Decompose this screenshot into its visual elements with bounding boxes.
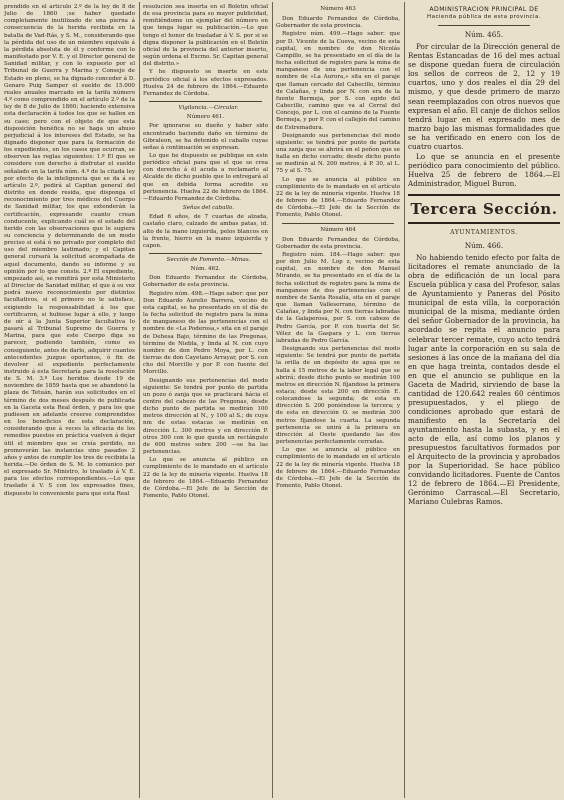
paragraph: Edad 6 años, de 7 cuartas de alzada, castaño claro, calzado de ambas patas, id. alto de la mano izquierda, pelos blancos en la frente, hierro en la mano izquierda y capon.	[143, 214, 268, 249]
paragraph: Lo que se anuncia en el presente periódico para conocimiento del público. Huelva 25 de febrero de 1864.—El Administrador, Miguel Buron.	[408, 151, 560, 188]
administration-header: ADMINISTRACION PRINCIPAL DE	[429, 6, 539, 13]
column-1-paragraph: prendido en el artículo 2.º de la ley de 8 de Julio de 1860 ;se haber quedado completamente inutilizado de una pierna á consecuencia de la herida recibida en la batalla de Vad-Rás, y S. M., considerando que la pérdida del uso de un miembro equivale á la pérdida absoluta de él y conforme con lo manifestado por V. E. y el Director general de Sanidad militar, y con lo expuesto por el Tribunal de Guerra y Marina y Consejo de Estado en pleno, se ha dignado conceder á D. Genaro Puig Samper el sueldo de 15.000 reales anuales marcado en la tarifa número 4.º como comprendido en el artículo 2.º de la ley de 8 de Julio de 1860; haciendo extensiva esta declaración á todos los que se hallen en su caso; pero con el objeto de que esta disposición benéfica no se haga un abuso perjudicial á los intereses del Estado, se ha dignado disponer que para la formación de los expedientes, en los casos que ocurran, se observen las reglas siguientes: 1.º El que se considere con derecho á disfrutar el sueldo señalado en la tarifa núm. 4.º de la citada ley por efecto de la inteligencia que se da á su artículo 2.º, pedirá al Capitan general del distrito en donde resida, que disponga el reconocimiento por tres médicos del Cuerpo de Sanidad militar, los que extenderán la certificación, expresando cuanto crean conducente, explicando cuál es el estado del herido con las observaciones que le sugiera su conciencia y determinando de un modo preciso si está ó no privado por completo del uso del miembro lastimado; y el Capitan general cursará la solicitud acompañada de aquel documento, dando su informe y su opinión por lo que conste. 2.º El expediente, empezado así, se remitirá por esta Ministerio al Director de Sanidad militar, el que á su vez podrá nuevo reconocimiento por distintos facultativos, si el primero no le satisface, exigiendo la responsabilidad á los que certificaron, si hubiese lugar á ello, y luego de oír á la Junta Superior facultativa lo pasará al Tribunal Supremo de Guerra y Marina, para que este Cuerpo diga su parecer, pudiendo también, como es consiguiente, antes de darlo, adquirir cuantos antecedentes juzgue oportunos, ó fin de devolver el expediente perfectamente instruido á esta Secretaría para la resolución de S. M. 3.º Los heridos desde 19 de noviembre de 1859 hasta que se abandonó la plaza de Tetuán, harán sus solicitudes en el término de dos meses después de publicada en la Gaceta esta Real órden, y para los que pudiesen en adelante creerse comprendidos en los beneficios de esta declaración, considerando que á veces la eficacia de los remedios puestos en práctica vuelven á dejar útil el miembro que se creía perdido, no promoverán las instancias sino pasados 2 años y antes de cumplir los tres de recibida la herida.—De órden de S. M. lo comunico por el expresado Sr. Ministro, lo traslado á V. E. para los efectos correspondientes.—Lo que traslado á V. S con los expresados fines, dispuesto lo conveniente para que esta Real	[4, 4, 135, 497]
paragraph: Don Eduardo Fernandez de Córdoba, Gobernador de esta provincia.	[276, 236, 400, 250]
section-title: Tercera Sección.	[408, 194, 560, 224]
column-divider	[404, 2, 405, 798]
paragraph: Lo que se anuncia al público en cumplimiento de lo mandado en el artículo 22 de la ley de minería vigente. Huelva 18 de febrero de 1864.—Eduardo Fernandez de Córdoba.—El Jefe de la Sección de Fomento, Pablo Otonel.	[143, 457, 268, 499]
section-heading: Sección de Fomento.—Minas.	[166, 257, 251, 263]
notice-number: Número 464	[320, 226, 356, 233]
divider	[282, 223, 394, 224]
column-2	[143, 4, 268, 796]
divider	[149, 253, 262, 254]
paragraph: Registro núm. 499.—Hago saber: que por D. Vicente de la Cueva, vecino de esta capital, en nombre de don Nicolás Campillo, se ha presentado en el día de la fecha solicitud de registro para la mina de manganeso de una pertenencia con el nombre de «La Aurora,» sita en el paraje que llaman cercado del Cabecillo, término de Calañas, y linda por N. con era de la fuente Bermeja, por S. con egido del Cabecillo, camino que va al Cerral del Concejo, por L. con el camino de la Fuente Bermeja, y por P. con el callejón del camino de Estremadura.	[276, 31, 400, 131]
paragraph: Don Eduardo Fernandez de Córdoba, Gobernador de esta provincia.	[276, 16, 400, 30]
section-heading: Vigilancia.—Circular.	[178, 105, 239, 112]
column-4	[408, 4, 560, 796]
column-1	[4, 4, 135, 796]
column-divider	[272, 2, 273, 798]
administration-subheader: Hacienda pública de esta provincia.	[427, 13, 541, 20]
paragraph: Designando sus pertenencias del modo siguiente: Se tendrá por punto de partida un pozo ó zanja que se practicará hácia el centro del cabezo de las Pregonas, desde dicho punto de partida se medirán 100 metros dirección al N., y 100 al S.; de cuya nm de estas estacas se medirán en dirección L. 300 metros y en dirección P. otros 300 con lo que queda un rectángulo de 600 metros sobre 200 —se ha las pertenencias.	[143, 377, 268, 456]
paragraph: No habiendo tenido efecto por falta de licitadores el remate anunciado de la obra de edificación de un local para Escuela pública y casa del Profesor, salas de Ayuntamiento y Paneras del Pósito municipal de esta villa, la corporación municipal de la misma, mediante órden del señor Gobernador de la provincia, ha acordado se repita el anuncio para celebrar tercer remate, cuyo acto tendrá lugar ante la corporación en su sala de sesiones á las once de la mañana del día en que haga treinta, contados desde el en que el anuncio se publique en la Gaceta de Madrid, sirviendo de base la cantidad de 120.642 reales 60 céntimos presupuestados, y el pliego de condiciones aprobado que estará de manifiesto en la Secretaría del ayuntamiento hasta la subasta, y en el acto de ella, así como los planos y presupuestos facultativos formados por el Arquitecto de la provincia y aprobados por la Superioridad. Se hace público convidando licitadores. Fuente de Cantos 12 de febrero de 1864.—El Presidente, Gerónimo Carrascal.—El Secretario, Mariano Culebras Ramos.	[408, 253, 560, 507]
paragraph: resolución sea inserta en el Boletín oficial de esa provincia para su mayor publicidad, remitiéndome un ejemplar del número en que tenga lugar su publicación.—Lo que tengo el honor de trasladar á V. S. por si se digna disponer la publicación en el Boletín oficial de la provincia del anterior inserto, según ordena el Excmo. Sr. Capitan general del distrito.»	[143, 4, 268, 68]
paragraph: Lo que se anuncia al público en cumplimiento de lo mandado en el artículo 22 de la ley de minería vigente. Huelva 18 de febrero de 1864.—Eduardo Fernandez de Córdoba.—El Jefe de la Sección de Fomento, Pablo Otonel.	[276, 176, 400, 219]
paragraph: Y he dispuesto se inserte en este periódico oficial á los efectos expresados. Huelva 24 de febrero de 1864.—Eduardo Fernandez de Córdoba.	[143, 69, 268, 97]
paragraph: Por ignorarse su dueño y haber sido encontrado haciendo daño en término de Gibraleon, se ha detenido el caballo cuyas señas á continuación se expresan.	[143, 123, 268, 151]
notice-number: Número 463	[320, 6, 356, 12]
divider	[149, 101, 262, 102]
section-subtitle: AYUNTAMIENTOS.	[450, 228, 518, 236]
notice-number: Núm. 466.	[464, 241, 504, 251]
paragraph: Por circular de la Dirección general de Rentas Estancadas de 16 del mes actual se dispone quedan fuera de circulación los sellos de correos de 2, 12 y 19 cuartos, uno y dos reales el día 29 del mismo, y que desde primero de marzo sean reemplazados con otros nuevos que expresan el año. El canje de dichos sellos tendrá lugar en el expresado mes de marzo bajo las mismas formalidades que se ha verificado en enero con los de cuatro cuartos.	[408, 42, 560, 151]
notice-number: Número 461.	[186, 114, 225, 121]
column-divider	[139, 2, 140, 798]
notice-number: Núm. 462.	[190, 266, 221, 273]
paragraph: Designando sus pertenencias del modo siguiente: se tendrá por punto de partida una zanja que se abrirá en el peñon que se halla en dicho cercado; desde dicho punto se medirán al N. 200 metros, á P. 30, al L. 75 y al S. 75.	[276, 132, 400, 175]
notice-number: Núm. 465.	[464, 30, 504, 40]
paragraph: Don Eduardo Fernandez de Córdoba, Gobernador de esta provincia.	[143, 275, 268, 289]
section-heading: Señas del caballo.	[182, 205, 235, 212]
paragraph: Lo que se anuncia al público en cumplimiento de lo mandado en el artículo 22 de la ley de minería vigente. Huelva 18 de febrero de 1864.—Eduardo Fernandez de Córdoba.—El Jefe de la Sección de Fomento, Pablo Otonel.	[276, 447, 400, 489]
paragraph: Lo que he dispuesto se publique en este periódico oficial para que el que se crea con derecho á él acuda a reclamarlo al Alcalde de dicho pueblo que lo entregará al que en debida forma acredite su pertenencia. Huelva 22 de febrero de 1864. —Eduardo Fernandez de Córdoba.	[143, 152, 268, 202]
paragraph: Registro núm. 498.—Hago saber: que por Don Eduardo Aurelio Barrera, vecino de esta capital, se ha presentado en el día de la fecha solicitud de registro para la mina de manganeso de las pertenencias con el nombre de «La Poderosa,» sita en el paraje de Dehesa Bajo, término de las Pregonas, término de Niebla, y linda al N. con cuyo nombre de don Pedro Moya, por L. con tierras de don Cayetano Arrayar, por S. con cho del Morcillo y por P. con fuente del Morcillo.	[143, 290, 268, 376]
column-3	[276, 4, 400, 796]
paragraph: Registro núm. 184.—Hago saber: que por don Julio M. Lop z, vecino de esta capital, en nombre de don Manuel Mirando, se ha presentado en el día de la fecha solicitud de registro para la mina de manganeso de dos pertenencias con el nombre de Santa Rosalía, sita en el paraje que llaman Valleserrano, término de Calañas, y linda por N. con tierras labradas de la Galaperosa, por S. con cabezo de Pedro García, por P. con huerta del Sr. Vélez de la Gaspara y L. con tierras labradas de Pedro García.	[276, 252, 400, 344]
divider	[438, 25, 530, 26]
paragraph: Designando sus pertenencias del modo siguiente: Se tendrá por punto de partida la orilla de un depósito de agua que se halla á 15 metros de la labor legal que se abrirá; desde dicho punto se medirán 100 metros en dirección N. fíjandose la primera estaca; desde esta 200 en dirección E. colocandose la segunda; de esta en dirección S. 200 poniéndose la tercera; y de esta en dirección O. se medirán 300 metros fíjandose la cuarta. La segunda pertenencia se unirá á la primera en dirección al Oeste quedando las dos pertenencias perfectamente cerradas.	[276, 346, 400, 446]
